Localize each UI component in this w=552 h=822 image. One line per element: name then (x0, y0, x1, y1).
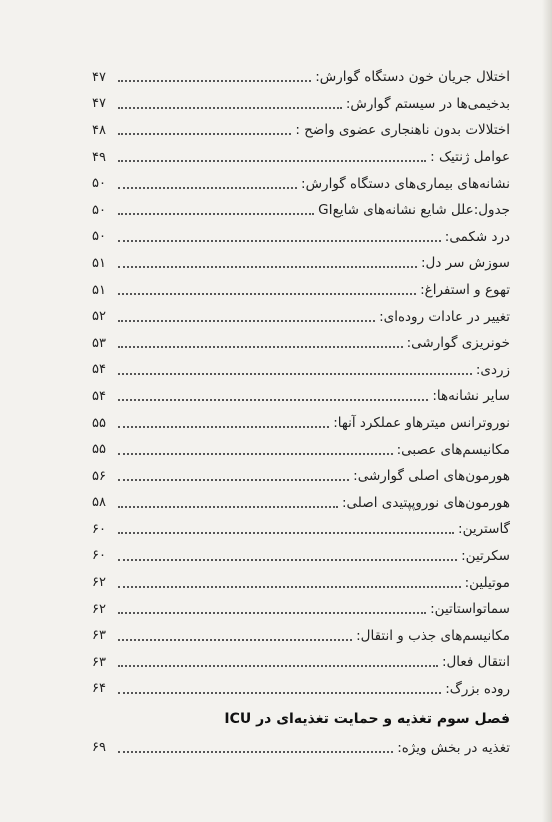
page-edge (542, 0, 552, 822)
toc-entry (92, 277, 510, 304)
toc-entry-title: روده بزرگ: (445, 680, 510, 697)
toc-entry-page-number: ۴۸ (92, 122, 106, 138)
dot-leader (118, 80, 311, 82)
toc-entry (92, 64, 510, 91)
toc-entry-page-number: ۶۳ (92, 628, 106, 644)
toc-entry-page-number: ۵۶ (92, 468, 106, 484)
toc-entry-page-number: ۶۰ (92, 548, 106, 564)
toc-entry (92, 543, 510, 570)
dot-leader (118, 665, 438, 667)
toc-entry-page-number: ۶۲ (92, 601, 106, 617)
toc-entry-title: سماتواستاتین: (430, 601, 510, 618)
toc-entry-title: خونریزی گوارشی: (406, 335, 510, 352)
toc-entry-page-number: ۴۹ (92, 149, 106, 165)
toc-entry (92, 649, 510, 676)
dot-leader (118, 320, 375, 322)
toc-entry (92, 569, 510, 596)
toc-entry-title: عوامل ژنتیک : (430, 149, 510, 166)
toc-entry-title: تغییر در عادات روده‌ای: (379, 308, 510, 325)
toc-entry (92, 383, 510, 410)
toc-entry-title: بدخیمی‌ها در سیستم گوارش: (345, 95, 510, 112)
toc-entry-page-number: ۶۰ (92, 521, 106, 537)
toc-entry-page-number: ۶۳ (92, 654, 106, 670)
toc-entry-title: درد شکمی: (444, 228, 510, 245)
dot-leader (118, 293, 416, 295)
toc-entry (92, 490, 510, 517)
toc-entry-page-number: ۵۰ (92, 202, 106, 218)
toc-entry-title: سایر نشانه‌ها: (432, 388, 510, 405)
dot-leader (118, 107, 342, 109)
toc-entry (92, 330, 510, 357)
toc-entry (92, 224, 510, 251)
toc-entry-page-number: ۶۹ (92, 740, 106, 756)
toc-entry (92, 117, 510, 144)
dot-leader (118, 453, 393, 455)
toc-entry (92, 197, 510, 224)
chapter-heading-text: فصل سوم تغذیه و حمایت تغذیه‌ای در ICU (224, 711, 510, 728)
toc-entry-page-number: ۵۸ (92, 495, 106, 511)
toc-entry-title: مکانیسم‌های جذب و انتقال: (356, 627, 510, 644)
dot-leader (118, 160, 426, 162)
dot-leader (118, 426, 329, 428)
toc-entry-page-number: ۵۱ (92, 255, 106, 271)
toc-entry-title: گاسترین: (458, 521, 510, 538)
toc-entry (92, 144, 510, 171)
toc-entry-title: انتقال فعال: (441, 654, 510, 671)
dot-leader (118, 399, 428, 401)
dot-leader (118, 639, 352, 641)
toc-entry-page-number: ۵۴ (92, 362, 106, 378)
toc-entry (92, 734, 510, 761)
toc-entry-title: نشانه‌های بیماری‌های دستگاه گوارش: (301, 175, 510, 192)
toc-entry (92, 170, 510, 197)
dot-leader (118, 586, 461, 588)
toc-entry-title: تهوع و استفراغ: (420, 282, 510, 299)
toc-entry (92, 622, 510, 649)
toc-entry-page-number: ۵۰ (92, 176, 106, 192)
toc-entry-page-number: ۵۱ (92, 282, 106, 298)
chapter-heading (92, 704, 510, 734)
toc-entry-title: جدول:علل شایع نشانه‌های شایعGI (318, 202, 510, 219)
dot-leader (118, 479, 349, 481)
table-of-contents (92, 64, 510, 761)
toc-entries (92, 64, 510, 702)
dot-leader (118, 187, 297, 189)
toc-entry (92, 303, 510, 330)
toc-entry-title: هورمون‌های نوروپپتیدی اصلی: (342, 494, 510, 511)
toc-entry (92, 463, 510, 490)
dot-leader (118, 346, 403, 348)
dot-leader (118, 532, 454, 534)
dot-leader (118, 240, 441, 242)
toc-entry-title: تغذیه در بخش ویژه: (397, 739, 510, 756)
toc-entry-page-number: ۶۴ (92, 681, 106, 697)
toc-entry-page-number: ۴۷ (92, 96, 106, 112)
dot-leader (118, 133, 291, 135)
toc-entry-title: سکرتین: (461, 547, 510, 564)
toc-entry-title: هورمون‌های اصلی گوارشی: (353, 468, 510, 485)
dot-leader (118, 612, 426, 614)
toc-entry (92, 516, 510, 543)
toc-entry-page-number: ۵۵ (92, 415, 106, 431)
dot-leader (118, 692, 441, 694)
dot-leader (118, 213, 314, 215)
toc-entry-page-number: ۵۵ (92, 442, 106, 458)
toc-entry-title: اختلالات بدون ناهنجاری عضوی واضح : (295, 122, 510, 139)
toc-entry-page-number: ۵۳ (92, 335, 106, 351)
toc-entry (92, 357, 510, 384)
toc-entry-title: اختلال جریان خون دستگاه گوارش: (315, 69, 510, 86)
toc-entry-page-number: ۵۴ (92, 388, 106, 404)
toc-entry-page-number: ۶۲ (92, 575, 106, 591)
dot-leader (118, 506, 338, 508)
dot-leader (118, 373, 472, 375)
toc-entry (92, 91, 510, 118)
toc-entry-page-number: ۵۲ (92, 309, 106, 325)
dot-leader (118, 266, 417, 268)
toc-entry-title: موتیلین: (464, 574, 510, 591)
toc-entry (92, 410, 510, 437)
toc-entry-title: مکانیسم‌های عصبی: (396, 441, 510, 458)
toc-entry-title: سوزش سر دل: (421, 255, 510, 272)
dot-leader (118, 559, 457, 561)
toc-entry (92, 436, 510, 463)
toc-entry-title: زردی: (475, 361, 510, 378)
toc-entry-page-number: ۴۷ (92, 69, 106, 85)
toc-entries-after-heading (92, 734, 510, 761)
toc-entry (92, 596, 510, 623)
toc-entry-page-number: ۵۰ (92, 229, 106, 245)
toc-entry-title: نوروترانس میترهاو عملکرد آنها: (333, 415, 510, 432)
toc-entry (92, 250, 510, 277)
toc-entry (92, 676, 510, 703)
dot-leader (118, 751, 393, 753)
